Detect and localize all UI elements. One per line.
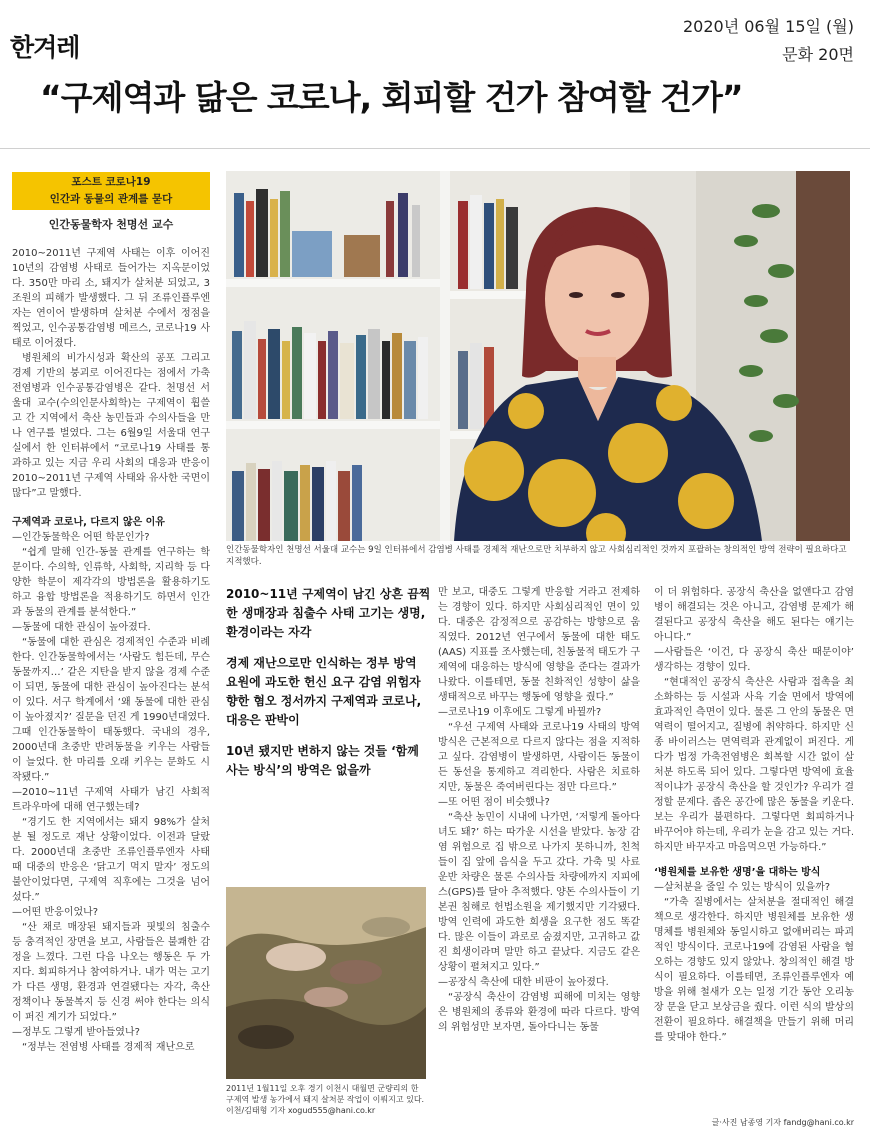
question: —정부도 그렇게 받아들였나? — [12, 1027, 140, 1038]
byline: 인간동물학자 천명선 교수 — [48, 218, 174, 231]
paragraph: “동물에 대한 관심은 경제적인 수준과 비례한다. 인간동물학에서는 ‘사람도 힘든데, 무슨 동물까지…’ 같은 지탄을 받지 않을 경제 수준이 되면, 동물에 대한 관심이 높아진다는 분석이 있다. 서구 학계에서 ‘왜 동물에 대한 관심이 높아졌지?’ 질문을 던진 게 1990년대였다. 그때 인간동물학이 태동했다. 국내의 경우, 2000년대 초중반 반려동물을 키우는 사람들이 늘었다. 한 마리를 오래 키우는 문화도 시작됐다.” — [12, 637, 210, 783]
paragraph: “경기도 한 지역에서는 돼지 98%가 살처분 될 정도로 재난 상황이었다. 이전과 달랐다. 2000년대 초중반 조류인플루엔자 사태 때 대중의 반응은 ‘닭고기 먹지 말자’ 정도의 불안이었다면, 구제역 직후에는 그것을 넘어섰다.” — [12, 817, 210, 903]
pull-quote: 2010~11년 구제역이 남긴 상흔 끔찍한 생매장과 침출수 사태 고기는 생명, 환경이라는 자각 — [226, 587, 431, 639]
section-page: 문화 20면 — [782, 45, 854, 64]
article-column-3 — [438, 585, 640, 1136]
question: —2010~11년 구제역 사태가 남긴 사회적 트라우마에 대해 연구했는데? — [12, 787, 210, 813]
question: —코로나19 이후에도 그렇게 바뀔까? — [438, 707, 602, 718]
issue-date: 2020년 06월 15일 (월) — [682, 17, 854, 36]
article-column-1 — [12, 246, 210, 1136]
question: —인간동물학은 어떤 학문인가? — [12, 532, 150, 543]
photo-illustration — [226, 171, 850, 541]
series-box — [12, 172, 210, 210]
question: —공장식 축산에 대한 비판이 높아졌다. — [438, 977, 609, 988]
culling-photo-caption — [226, 1083, 426, 1116]
author-credit: 글·사진 남종영 기자 fandg@hani.co.kr — [711, 1118, 854, 1127]
paragraph: “쉽게 말해 인간-동물 관계를 연구하는 학문이다. 수의학, 인류학, 사회학, 지리학 등 다양한 학문이 제각각의 방법론을 활용하기도 하고 융합 방법론을 적용하기도 하면서 인간과 동물의 관계를 분석한다.” — [12, 547, 210, 618]
paragraph: “축산 농민이 시내에 나가면, ‘저렇게 돌아다녀도 돼?’ 하는 따가운 시선을 받았다. 농장 감염 위험으로 집 밖으로 나가지 못하니까, 친척들이 집 앞에 음식을 두고 갔다. 가축 및 사료 운반 차량은 물론 수의사들 차량에까지 지피에스(GPS)를 달아 추적했다. 양돈 수의사들이 기본권 침해로 헌법소원을 제기했지만 기각됐다. 방역 인력에 과도한 희생을 요구한 점도 똑같다. 많은 이들이 과로로 숨졌지만, 고귀하고 값진 희생이라며 말만 하고 끝났다. 지금도 같은 상황이 펼쳐지고 있다.” — [438, 812, 640, 973]
caption-text: 2011년 1월11일 오후 경기 이천시 대월면 군량리의 한 구제역 발생 농가에서 돼지 살처분 작업이 이뤄지고 있다. — [226, 1084, 425, 1104]
paragraph: 2010~2011년 구제역 사태는 이후 이어진 10년의 감염병 사태로 들어가는 지옥문이었다. 350만 마리 소, 돼지가 살처분 되었고, 3조원의 피해가 발생했다. 그 뒤 조류인플루엔자는 연이어 발생하며 살처분 수에서 정점을 찍었고, 인수공통감염병 메르스, 코로나19 사태로 이어졌다. — [12, 248, 210, 349]
paragraph: “가축 질병에서는 살처분을 절대적인 해결책으로 생각한다. 하지만 병원체를 보유한 생명체를 병원체와 동일시하고 없애버리는 파괴적인 방식이다. 코로나19에 감염된 사람을 혐오하는 경향도 있지 않았나. 창의적인 해결 방식이 필요하다. 이를테면, 조류인플루엔자 예방을 위해 철새가 오는 일정 기간 동안 오리농장 문을 닫고 보상금을 줬다. 이런 식의 발상의 전환이 필요하다. 해결책을 만들기 위해 머리를 맞대야 한다.” — [654, 897, 854, 1043]
headline: “구제역과 닮은 코로나, 회피할 건가 참여할 건가” — [40, 78, 743, 117]
paragraph: 병원체의 비가시성과 확산의 공포 그리고 경제 기반의 붕괴로 이어진다는 점에서 가축전염병과 인수공통감염병은 같다. 천명선 서울대 교수(수의인문사회학)는 구제역이 휩쓸고 간 지역에서 축산 농민들과 수의사들을 만나 연구를 벌였다. 그는 6월9일 서울대 연구실에서 한 인터뷰에서 “코로나19 사태를 통과하고 있는 지금 우리 사회의 대응과 반응이 2010~2011년 구제역 사태와 유사한 국면이 많다”고 말했다. — [12, 353, 210, 499]
paragraph: 만 보고, 대중도 그렇게 반응할 거라고 전제하는 경향이 있다. 하지만 사회심리적인 면이 있다. 대중은 감정적으로 공감하는 방향으로 움직였다. 2012년 연구에서 동물에 대한 태도(AAS) 지표를 조사했는데, 친동물적 태도가 구제역에 대응하는 방식에 영향을 준다는 결과가 나왔다. 이를테면, 동물 친화적인 성향이 삶을 생태적으로 바꾸는 행동에 영향을 줬다.” — [438, 587, 640, 703]
question: —동물에 대한 관심이 높아졌다. — [12, 622, 151, 633]
photo-credit: 이천/김태형 기자 xogud555@hani.co.kr — [226, 1106, 376, 1115]
question: —또 어떤 점이 비슷했나? — [438, 797, 550, 808]
series-subtitle: 인간과 동물의 관계를 묻다 — [49, 193, 173, 205]
paragraph: “우선 구제역 사태와 코로나19 사태의 방역 방식은 근본적으로 다르지 않다는 점을 지적하고 싶다. 감염병이 발생하면, 사람이든 동물이든 동선을 통제하고 격리한다. 사람은 치료하지만, 동물은 죽여버린다는 점만 다르다.” — [438, 722, 640, 793]
paragraph: “정부는 전염병 사태를 경제적 재난으로 — [22, 1042, 195, 1053]
culling-photo — [226, 887, 426, 1079]
paragraph: “공장식 축산이 감염병 피해에 미치는 영향은 병원체의 종류와 환경에 따라 다르다. 방역의 위험성만 보자면, 돌아다니는 동물 — [438, 992, 640, 1033]
series-title: 포스트 코로나19 — [71, 176, 151, 188]
interview-photo — [226, 171, 850, 541]
question: —사람들은 ‘이건, 다 공장식 축산 때문이야’ 생각하는 경향이 있다. — [654, 647, 854, 673]
culling-illustration — [226, 887, 426, 1079]
pull-quote: 경제 재난으로만 인식하는 정부 방역 요원에 과도한 헌신 요구 감염 위험자 향한 혐오 정서까지 구제역과 코로나, 대응은 판박이 — [226, 656, 422, 727]
question: —살처분을 줄일 수 있는 방식이 있을까? — [654, 882, 831, 893]
photo-caption: 인간동물학자인 천명선 서울대 교수는 9일 인터뷰에서 감염병 사태를 경제적 재난으로만 치부하지 않고 사회심리적인 것까지 포괄하는 창의적인 방역 전략이 필요하다고 지적했다. — [226, 545, 847, 567]
pull-quote-block — [226, 585, 432, 792]
subheading: 구제역과 코로나, 다르지 않은 이유 — [12, 517, 165, 528]
question: —어떤 반응이었나? — [12, 907, 99, 918]
paragraph: “현대적인 공장식 축산은 사람과 접촉을 최소화하는 등 시설과 사육 기술 면에서 방역에 효과적인 측면이 있다. 물론 그 안의 동물은 면역력이 떨어지고, 질병에 취약하다. 하지만 신종 바이러스는 면역력과 관계없이 퍼진다. 게다가 법정 가축전염병은 회복할 시간 없이 살처분 하도록 되어 있다. 그렇다면 방역에 효율적이냐가 공장식 축산을 할 것인가? 우리가 결정할 문제다. 좁은 공간에 많은 동물을 키운다. 보는 우리가 불편하다. 그렇다면 회피하거나 바꾸어야 하는데, 우리가 눈을 감고 있는 거다. 하지만 바꾸자고 마음먹으면 가능하다.” — [654, 677, 854, 853]
paragraph: “산 채로 매장된 돼지들과 핏빛의 침출수 등 충격적인 장면을 보고, 사람들은 불쾌한 감정을 느꼈다. 그런 다음 나오는 행동은 두 가지다. 회피하거나 참여하거나. 내가 먹는 고기가 다른 생명, 환경과 연결됐다는 자각, 축산 정책이나 동물복지 등 신경 써야 한다는 의식이 퍼진 계기가 되었다.” — [12, 922, 210, 1023]
masthead-logo: 한겨레 — [10, 33, 80, 62]
pull-quote: 10년 됐지만 변하지 않는 것들 ‘함께 사는 방식’의 방역은 없을까 — [226, 744, 419, 777]
article-column-4 — [654, 585, 854, 1113]
header-rule — [0, 148, 870, 149]
subheading: ‘병원체를 보유한 생명’을 대하는 방식 — [654, 867, 821, 878]
paragraph: 이 더 위험하다. 공장식 축산을 없앤다고 감염병이 해결되는 것은 아니고, 감염병 문제가 해결된다고 공장식 축산을 해도 된다는 얘기는 아니다.” — [654, 587, 854, 643]
